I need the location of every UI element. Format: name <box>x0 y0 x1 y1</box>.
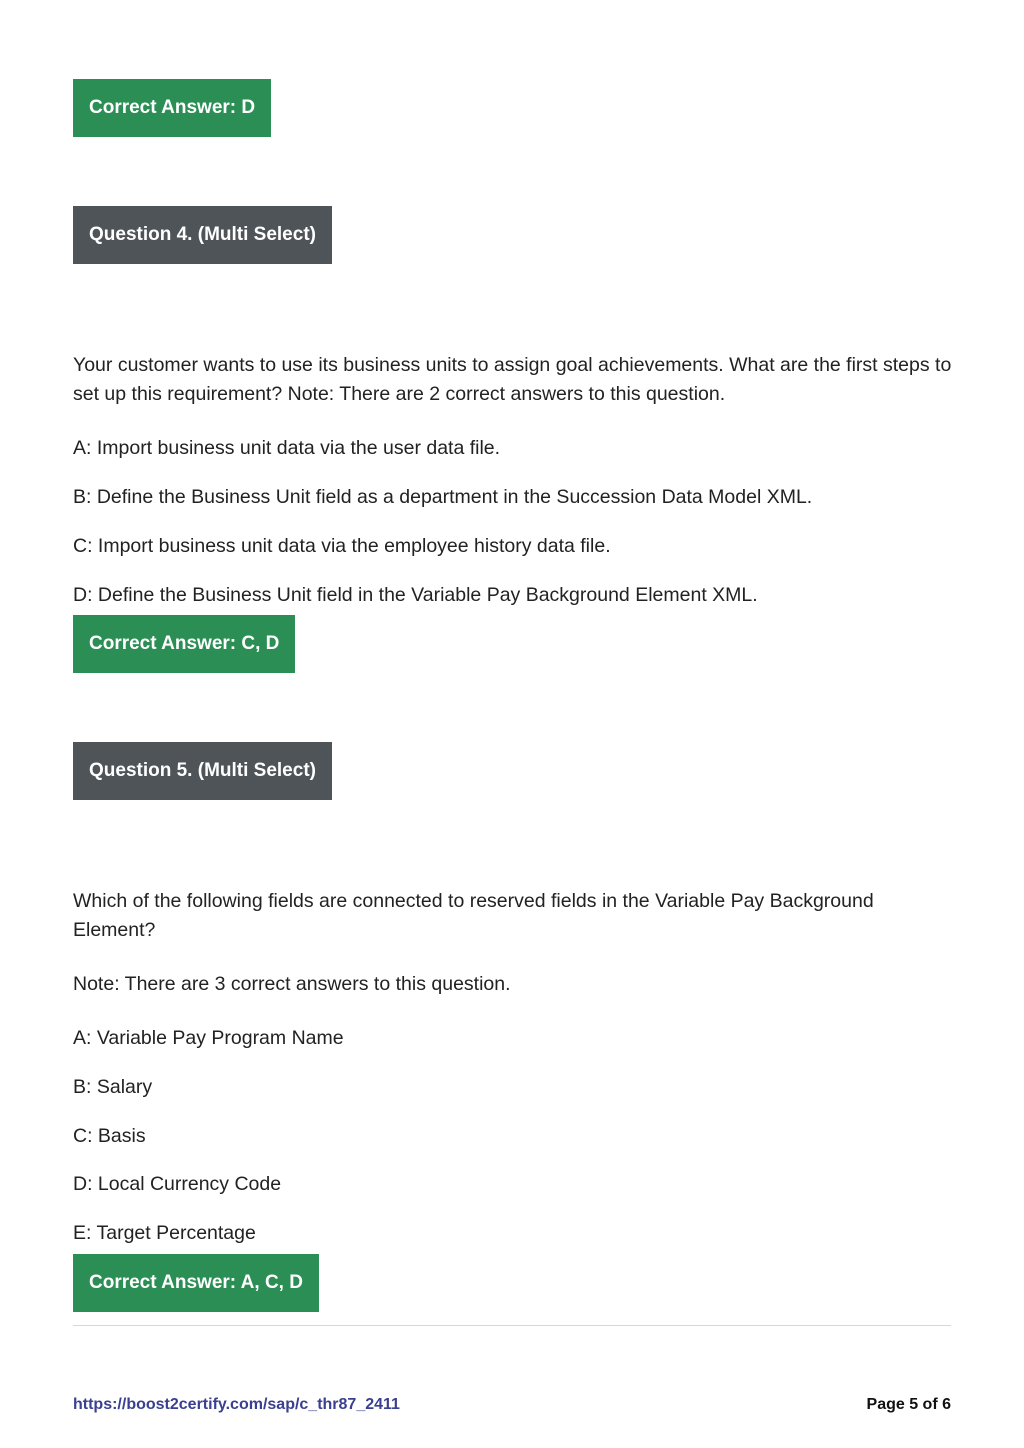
question-5-prompt: Which of the following fields are connected to reserved fields in the Variable Pay Background Element? <box>73 890 874 941</box>
question-5-option-a: A: Variable Pay Program Name <box>73 1027 344 1049</box>
page-number: Page 5 of 6 <box>866 1396 951 1413</box>
footer-divider <box>73 1325 951 1326</box>
question-4-header: Question 4. (Multi Select) <box>73 206 332 264</box>
correct-answer-badge-q3: Correct Answer: D <box>73 79 271 137</box>
correct-answer-badge-q4: Correct Answer: C, D <box>73 615 295 673</box>
question-5-header: Question 5. (Multi Select) <box>73 742 332 800</box>
question-5-option-e: E: Target Percentage <box>73 1222 256 1244</box>
question-5-option-d: D: Local Currency Code <box>73 1173 282 1195</box>
question-5-option-b: B: Salary <box>73 1076 153 1098</box>
footer-url-link[interactable]: https://boost2certify.com/sap/c_thr87_2411 <box>73 1396 400 1413</box>
question-4-prompt: Your customer wants to use its business units to assign goal achievements. What are the first steps to set up this requirement? Note: There are 2 correct answers to this question. <box>73 354 952 405</box>
question-4-option-b: B: Define the Business Unit field as a department in the Succession Data Model XML. <box>73 486 813 508</box>
question-5-option-c: C: Basis <box>73 1125 146 1147</box>
question-4-option-a: A: Import business unit data via the user data file. <box>73 437 501 459</box>
correct-answer-badge-q5: Correct Answer: A, C, D <box>73 1254 319 1312</box>
question-5-note: Note: There are 3 correct answers to this question. <box>73 973 511 995</box>
question-4-option-d: D: Define the Business Unit field in the Variable Pay Background Element XML. <box>73 584 758 606</box>
question-4-option-c: C: Import business unit data via the employee history data file. <box>73 535 611 557</box>
